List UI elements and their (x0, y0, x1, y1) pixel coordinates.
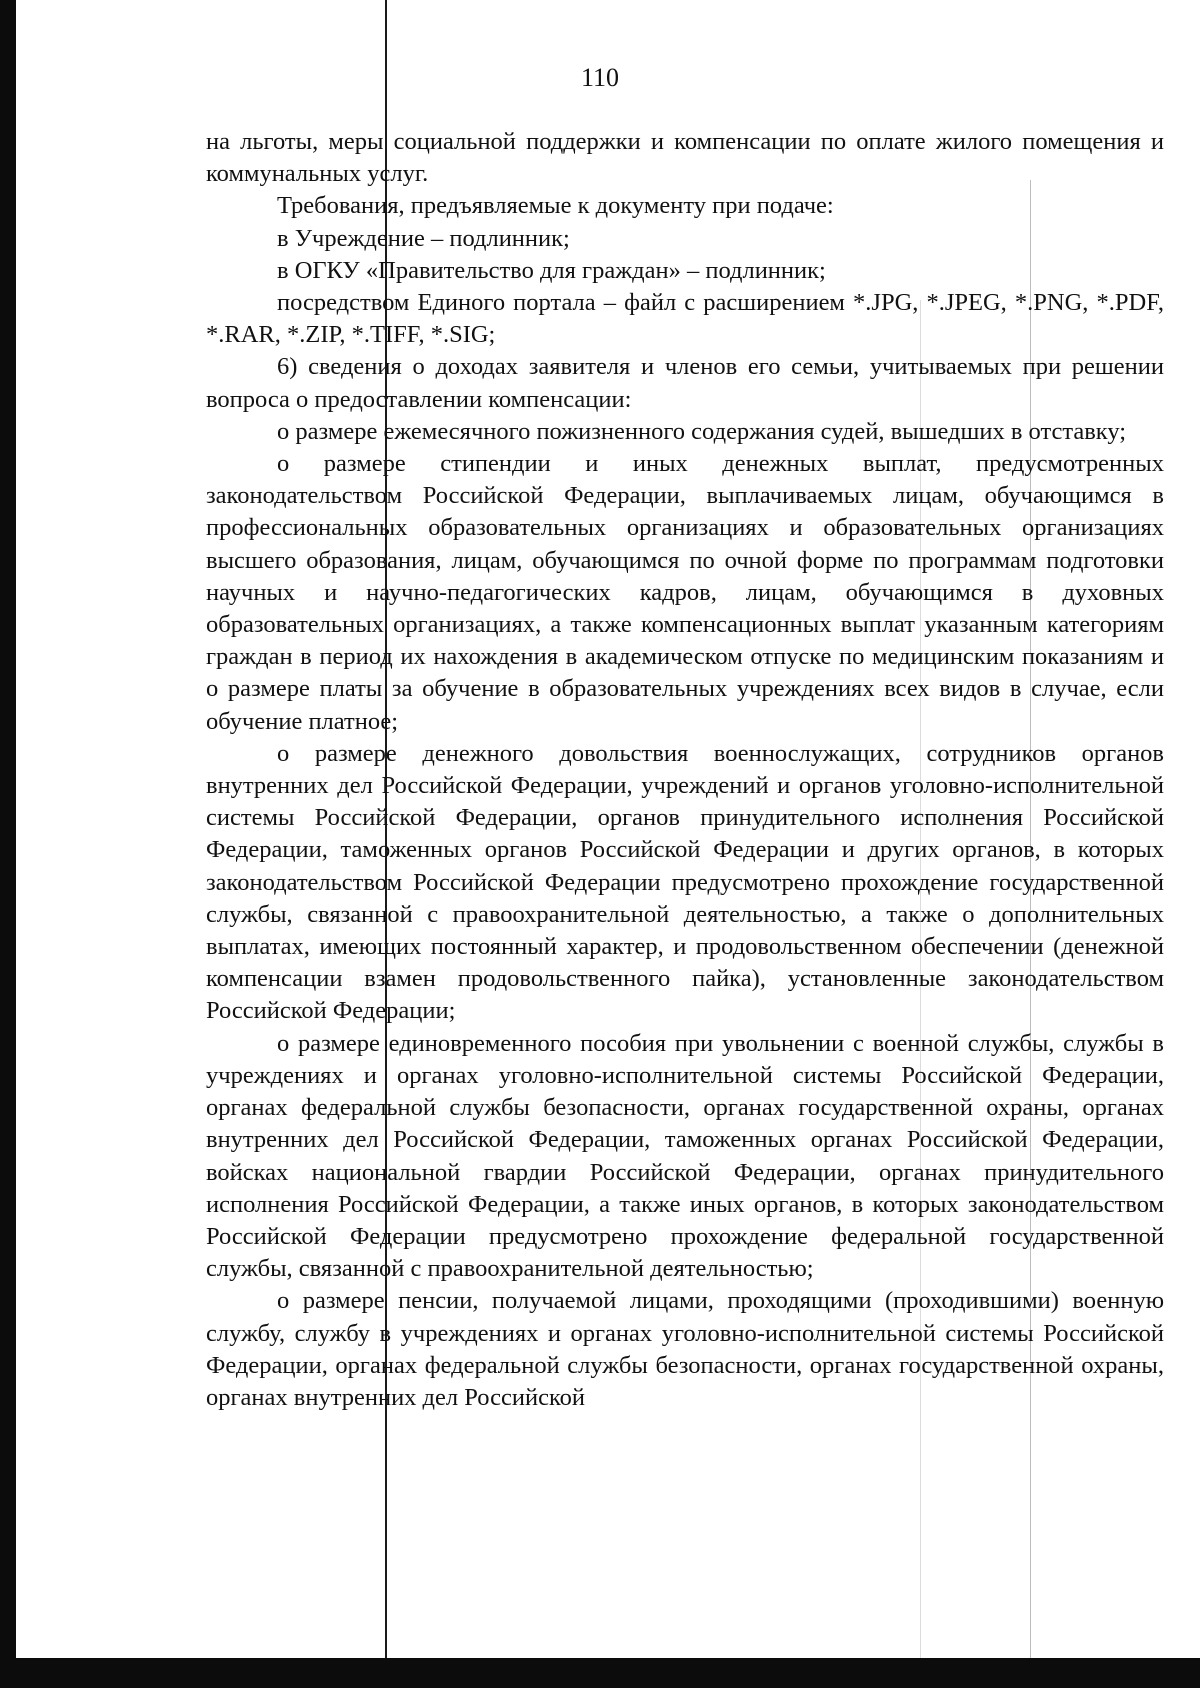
paragraph: на льготы, меры социальной поддержки и компенсации по оплате жилого помещения и коммунальных услуг. (206, 128, 1164, 188)
paragraph: Требования, предъявляемые к документу при подаче: (277, 192, 834, 220)
paragraph: 6) сведения о доходах заявителя и членов его семьи, учитываемых при решении вопроса о предоставлении компенсации: (206, 353, 1164, 413)
scan-border-left (0, 0, 16, 1688)
paragraph: о размере единовременного пособия при увольнении с военной службы, службы в учреждениях и органах уголовно-исполнительной системы Российской Федерации, органах федеральной службы безопасности, органах государственной охраны, органах внутренних дел Российской Федерации, таможенных органах Российской Федерации, войсках национальной гвардии Российской Федерации, органах принудительного исполнения Российской Федерации, а также иных органов, в которых законодательством Российской Федерации предусмотрено прохождение федеральной государственной службы, связанной с правоохранительной деятельностью; (206, 1029, 1164, 1283)
document-body (206, 126, 1164, 1414)
scan-border-bottom (0, 1658, 1200, 1688)
paragraph: посредством Единого портала – файл с расширением *.JPG, *.JPEG, *.PNG, *.PDF, *.RAR, *.ZIP, *.TIFF, *.SIG; (206, 289, 1164, 349)
paragraph: о размере стипендии и иных денежных выплат, предусмотренных законодательством Российской Федерации, выплачиваемых лицам, обучающимся в профессиональных образовательных организациях и образовательных организациях высшего образования, лицам, обучающимся по очной форме по программам подготовки научных и научно-педагогических кадров, лицам, обучающимся в духовных образовательных организациях, а также компенсационных выплат указанным категориям граждан в период их нахождения в академическом отпуске по медицинским показаниям и о размере платы за обучение в образовательных учреждениях всех видов в случае, если обучение платное; (206, 450, 1164, 735)
paragraph: о размере пенсии, получаемой лицами, проходящими (проходившими) военную службу, службу в учреждениях и органах уголовно-исполнительной системы Российской Федерации, органах федеральной службы безопасности, органах государственной охраны, органах внутренних дел Российской (206, 1287, 1164, 1411)
paragraph: о размере денежного довольствия военнослужащих, сотрудников органов внутренних дел Российской Федерации, учреждений и органов уголовно-исполнительной системы Российской Федерации, органов принудительного исполнения Российской Федерации, таможенных органов Российской Федерации и других органов, в которых законодательством Российской Федерации предусмотрено прохождение государственной службы, связанной с правоохранительной деятельностью, а также о дополнительных выплатах, имеющих постоянный характер, и продовольственном обеспечении (денежной компенсации взамен продовольственного пайка), установленные законодательством Российской Федерации; (206, 739, 1164, 1025)
page-number: 110 (580, 63, 620, 92)
paragraph: в Учреждение – подлинник; (277, 224, 570, 252)
paragraph: о размере ежемесячного пожизненного содержания судей, вышедших в отставку; (277, 417, 1127, 445)
paragraph: в ОГКУ «Правительство для граждан» – подлинник; (277, 256, 826, 284)
